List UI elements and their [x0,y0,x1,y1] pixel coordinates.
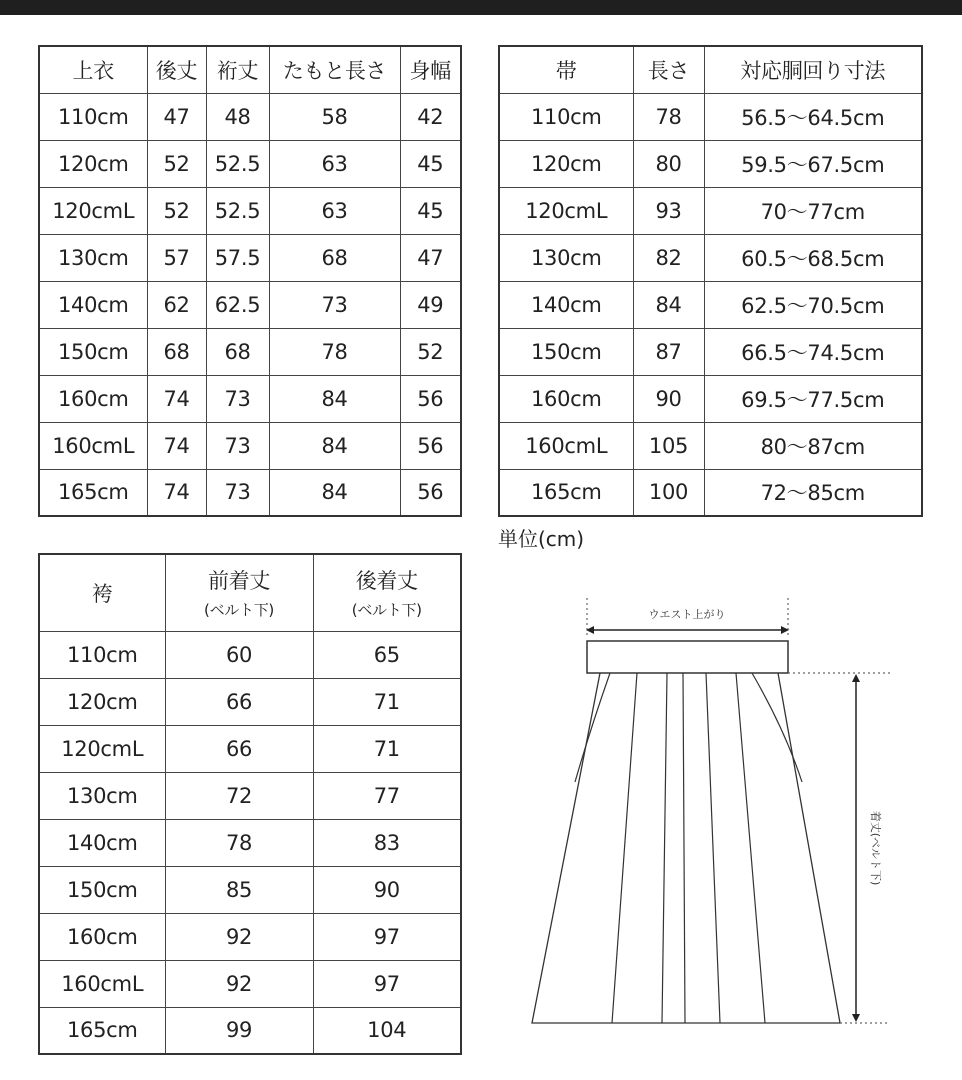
table-cell: 84 [269,375,400,422]
table-cell: 42 [400,93,461,140]
table-row [39,469,461,516]
table-cell: 66.5〜74.5cm [704,328,922,375]
header-back-sub: (ベルト下) [351,601,422,620]
top-bar [0,0,962,15]
table-row [39,93,461,140]
table-row [39,187,461,234]
table-cell: 120cm [39,678,165,725]
table-cell: 52 [147,140,206,187]
table-cell: 78 [269,328,400,375]
header-back-length [313,554,461,631]
table-cell: 71 [313,725,461,772]
pleat-4 [706,673,720,1023]
table-cell: 56 [400,469,461,516]
table-row [39,375,461,422]
column-header: たもと長さ [269,46,400,93]
table-cell: 56.5〜64.5cm [704,93,922,140]
table-cell: 165cm [39,469,147,516]
table-cell: 160cm [499,375,633,422]
table-cell: 78 [633,93,704,140]
table-cell: 110cm [39,93,147,140]
table-cell: 93 [633,187,704,234]
table-row [499,93,922,140]
table-row [39,140,461,187]
table-cell: 85 [165,866,313,913]
table-cell: 63 [269,187,400,234]
table-cell: 80〜87cm [704,422,922,469]
table-cell: 120cm [39,140,147,187]
table-cell: 99 [165,1007,313,1054]
table-cell: 66 [165,725,313,772]
table-row [39,1007,461,1054]
table-cell: 52 [147,187,206,234]
table-cell: 74 [147,469,206,516]
table-cell: 59.5〜67.5cm [704,140,922,187]
table-cell: 80 [633,140,704,187]
skirt-outline [532,673,840,1023]
table-cell: 104 [313,1007,461,1054]
length-arrow-bottom-head [852,1014,860,1022]
table-cell: 52 [400,328,461,375]
table-cell: 160cm [39,375,147,422]
table-cell: 90 [313,866,461,913]
table-row [39,422,461,469]
table-cell: 69.5〜77.5cm [704,375,922,422]
table-cell: 70〜77cm [704,187,922,234]
table-cell: 165cm [39,1007,165,1054]
table-cell: 65 [313,631,461,678]
table-row [39,819,461,866]
table-row [499,234,922,281]
table-row [39,631,461,678]
table-cell: 60 [165,631,313,678]
table-cell: 150cm [39,328,147,375]
table-cell: 73 [206,469,269,516]
table-cell: 84 [269,422,400,469]
column-header: 長さ [633,46,704,93]
table-cell: 62 [147,281,206,328]
table-row [499,140,922,187]
table-cell: 49 [400,281,461,328]
waist-arrow-right-head [781,626,789,634]
table-cell: 150cm [39,866,165,913]
table-cell: 150cm [499,328,633,375]
table-cell: 90 [633,375,704,422]
waist-label: ウエスト上がり [648,608,726,621]
table-row [499,187,922,234]
table-cell: 73 [206,375,269,422]
table-cell: 72〜85cm [704,469,922,516]
table-cell: 130cm [39,234,147,281]
waistband [587,641,788,673]
table-cell: 62.5 [206,281,269,328]
table-cell: 74 [147,422,206,469]
column-header: 上衣 [39,46,147,93]
hakama-diagram [520,590,900,1040]
table-row [39,913,461,960]
table-cell: 120cmL [499,187,633,234]
table-cell: 68 [206,328,269,375]
column-header: 対応胴回り寸法 [704,46,922,93]
header-front-length [165,554,313,631]
table-cell: 165cm [499,469,633,516]
table-cell: 68 [269,234,400,281]
table-header-row [499,46,922,93]
column-header: 帯 [499,46,633,93]
table-row [39,678,461,725]
table-cell: 48 [206,93,269,140]
table-cell: 83 [313,819,461,866]
table-row [39,960,461,1007]
table-cell: 73 [269,281,400,328]
table-cell: 130cm [499,234,633,281]
table-cell: 47 [147,93,206,140]
table-cell: 45 [400,140,461,187]
table-cell: 58 [269,93,400,140]
table-cell: 52.5 [206,187,269,234]
pleat-2 [662,673,667,1023]
table-cell: 56 [400,375,461,422]
table-cell: 57.5 [206,234,269,281]
waist-arrow-left-head [586,626,594,634]
table-cell: 78 [165,819,313,866]
table-cell: 140cm [499,281,633,328]
pocket-left [575,673,610,782]
table-cell: 63 [269,140,400,187]
table-cell: 71 [313,678,461,725]
table-cell: 110cm [39,631,165,678]
table-cell: 52.5 [206,140,269,187]
table-cell: 140cm [39,819,165,866]
column-header: 後丈 [147,46,206,93]
table-cell: 73 [206,422,269,469]
table-row [39,234,461,281]
table-cell: 62.5〜70.5cm [704,281,922,328]
table-cell: 120cmL [39,187,147,234]
table-cell: 72 [165,772,313,819]
table-row [39,725,461,772]
table-cell: 82 [633,234,704,281]
table-cell: 60.5〜68.5cm [704,234,922,281]
pleat-1 [612,673,637,1023]
unit-label: 単位(cm) [498,527,585,551]
table-cell: 74 [147,375,206,422]
table-cell: 140cm [39,281,147,328]
table-cell: 77 [313,772,461,819]
table-cell: 110cm [499,93,633,140]
length-arrow-top-head [852,674,860,682]
table-row [499,422,922,469]
table-row [39,772,461,819]
table-row [39,866,461,913]
table-cell: 97 [313,960,461,1007]
table-cell: 84 [633,281,704,328]
table-cell: 160cmL [499,422,633,469]
hakama-size-table [38,553,462,1055]
table-cell: 100 [633,469,704,516]
table-row [39,328,461,375]
table-row [499,469,922,516]
table-cell: 92 [165,913,313,960]
table-header-row [39,46,461,93]
column-header: 裄丈 [206,46,269,93]
table-cell: 130cm [39,772,165,819]
table-row [499,375,922,422]
table-header-row [39,554,461,631]
table-cell: 47 [400,234,461,281]
table-cell: 120cm [499,140,633,187]
table-cell: 84 [269,469,400,516]
table-cell: 87 [633,328,704,375]
table-cell: 68 [147,328,206,375]
table-cell: 97 [313,913,461,960]
table-cell: 160cm [39,913,165,960]
header-back-label: 後着丈 [355,569,418,594]
upper-garment-size-table [38,45,462,517]
table-cell: 57 [147,234,206,281]
length-label: 着丈(ベルト下) [869,810,882,886]
pleat-5 [736,673,765,1023]
table-row [499,328,922,375]
obi-size-table [498,45,923,517]
table-row [39,281,461,328]
pleat-3 [683,673,685,1023]
header-front-sub: (ベルト下) [204,601,274,620]
column-header: 身幅 [400,46,461,93]
table-cell: 66 [165,678,313,725]
table-cell: 160cmL [39,422,147,469]
table-cell: 160cmL [39,960,165,1007]
table-cell: 92 [165,960,313,1007]
table-cell: 120cmL [39,725,165,772]
table-row [499,281,922,328]
table-cell: 45 [400,187,461,234]
header-front-label: 前着丈 [207,569,271,594]
table-cell: 105 [633,422,704,469]
table-cell: 56 [400,422,461,469]
header-size: 袴 [39,554,165,631]
